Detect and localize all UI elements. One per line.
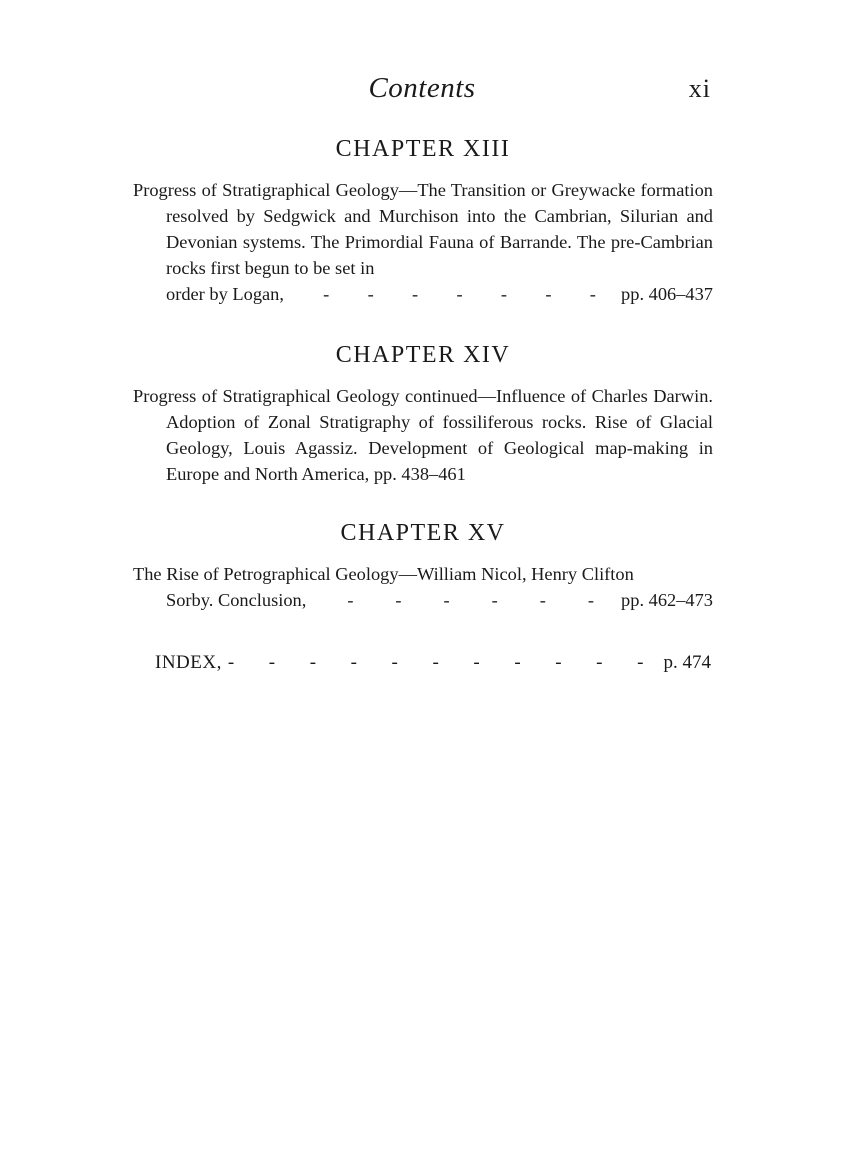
- chapter-xiii-entry: [133, 136, 713, 307]
- leader-dashes: - - - - - - - - - - -: [227, 652, 644, 673]
- index-page: p. 474: [663, 652, 711, 673]
- leader-dashes: - - - - - -: [347, 590, 594, 610]
- chapter-heading: CHAPTER XIII: [335, 136, 511, 162]
- chapter-xiv-entry: [133, 342, 713, 487]
- chapter-heading: CHAPTER XIV: [335, 342, 511, 368]
- chapter-summary: [133, 561, 713, 613]
- chapter-page-line: [166, 587, 713, 613]
- page-number: xi: [688, 74, 711, 103]
- chapter-summary-last-line: Sorby. Conclusion,: [166, 590, 307, 610]
- running-title: Contents: [368, 72, 476, 104]
- index-label: INDEX,: [155, 652, 222, 673]
- chapter-page-range: pp. 406–437: [621, 284, 713, 304]
- chapter-summary-text: The Rise of Petrographical Geology—William Nicol, Henry Clifton: [133, 564, 634, 584]
- chapter-summary-last-line: order by Logan,: [166, 284, 284, 304]
- index-entry: [155, 652, 711, 674]
- leader-dashes: - - - - - - -: [323, 284, 596, 304]
- chapter-page-line: [166, 281, 713, 307]
- chapter-xv-entry: [133, 520, 713, 613]
- chapter-heading: CHAPTER XV: [340, 520, 506, 546]
- chapter-summary: [133, 383, 713, 487]
- running-head: [133, 72, 711, 112]
- chapter-summary-text: Progress of Stratigraphical Geology continued—Influence of Charles Darwin. Adoption of Zonal Stratigraphy of fossiliferous rocks. Rise of Glacial Geology, Louis Agassiz. Development of Geological map-making in Europe and North America, pp. 438–461: [133, 386, 713, 484]
- chapter-summary-text: Progress of Stratigraphical Geology—The Transition or Greywacke formation resolved by Sedgwick and Murchison into the Cambrian, Silurian and Devonian systems. The Primordial Fauna of Barrande. The pre-Cambrian rocks first begun to be set in: [133, 180, 713, 278]
- chapter-page-range: pp. 462–473: [621, 590, 713, 610]
- chapter-summary: [133, 177, 713, 307]
